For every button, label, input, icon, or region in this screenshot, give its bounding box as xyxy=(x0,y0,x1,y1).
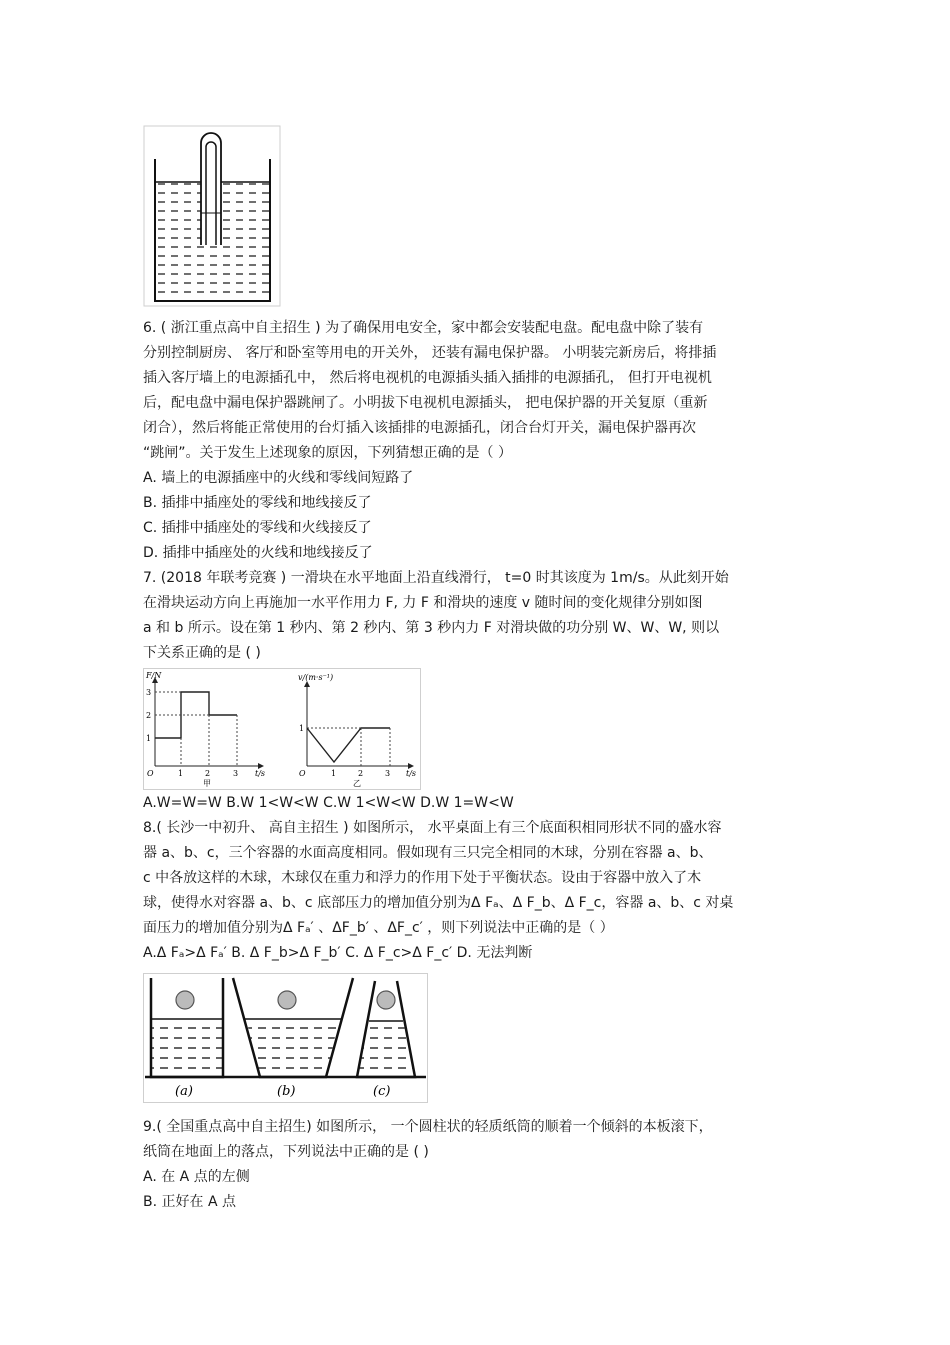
graph-a-ytick-1: 1 xyxy=(146,734,152,743)
q8-options: A.Δ Fₐ>Δ Fₐ′ B. Δ F_b>Δ F_b′ C. Δ F_c>Δ F_c′ D. 无法判断 xyxy=(143,945,533,961)
graph-b-xtick-2: 2 xyxy=(358,769,364,778)
q6-line-5: 闭合），然后将能正常使用的台灯插入该插排的电源插孔，闭合台灯开关，漏电保护器再次 xyxy=(143,420,696,436)
q6-line-3: 插入客厅墙上的电源插孔中， 然后将电视机的电源插头插入插排的电源插孔， 但打开电视机 xyxy=(143,370,712,386)
graph-a-xlabel: t/s xyxy=(255,769,266,778)
q6-option-a: A. 墙上的电源插座中的火线和零线间短路了 xyxy=(143,470,414,486)
q7-options: A.W=W=W B.W 1<W<W C.W 1<W<W D.W 1=W<W xyxy=(143,795,514,811)
graph-a-xtick-3: 3 xyxy=(233,769,239,778)
q6-option-b: B. 插排中插座处的零线和地线接反了 xyxy=(143,495,372,511)
q9-line-2: 纸筒在地面上的落点，下列说法中正确的是 ( ) xyxy=(143,1144,429,1160)
q6-line-1: 6. ( 浙江重点高中自主招生 ) 为了确保用电安全，家中都会安装配电盘。配电盘中除了装有 xyxy=(143,320,704,336)
q9-line-1: 9.( 全国重点高中自主招生) 如图所示， 一个圆柱状的轻质纸筒的顺着一个倾斜的本板滚下， xyxy=(143,1119,713,1135)
graph-a-ytick-3: 3 xyxy=(146,688,152,697)
ball-c xyxy=(377,991,395,1009)
q7-line-4: 下关系正确的是 ( ) xyxy=(143,645,261,661)
q6-line-6: “跳闸”。关于发生上述现象的原因，下列猜想正确的是（ ） xyxy=(143,445,512,461)
graph-b-xlabel: t/s xyxy=(406,769,417,778)
q9-option-b: B. 正好在 A 点 xyxy=(143,1194,236,1210)
graph-a-xtick-2: 2 xyxy=(205,769,211,778)
graph-b xyxy=(298,673,416,788)
container-a xyxy=(151,978,223,1077)
q7-line-3: a 和 b 所示。设在第 1 秒内、第 2 秒内、第 3 秒内力 F 对滑块做的功分别 W、W、W, 则以 xyxy=(143,620,720,636)
container-b xyxy=(233,978,353,1077)
q8-line-5: 面压力的增加值分别为Δ Fₐ′ 、ΔF_b′ 、ΔF_c′ ，则下列说法中正确的是（ ） xyxy=(143,920,614,936)
graph-a-caption: 甲 xyxy=(203,779,211,788)
graph-b-caption: 乙 xyxy=(353,779,361,788)
graph-b-ylabel: v/(m·s⁻¹) xyxy=(298,673,334,682)
q8-line-3: c 中各放这样的木球，木球仅在重力和浮力的作用下处于平衡状态。设由于容器中放入了木 xyxy=(143,870,702,886)
q6-line-2: 分别控制厨房、 客厅和卧室等用电的开关外， 还装有漏电保护器。 小明装完新房后，将排插 xyxy=(143,345,717,361)
three-containers-figure xyxy=(143,973,428,1103)
q6-option-c: C. 插排中插座处的零线和火线接反了 xyxy=(143,520,372,536)
ball-a xyxy=(176,991,194,1009)
q6-line-4: 后，配电盘中漏电保护器跳闸了。小明拔下电视机电源插头， 把电保护器的开关复原（重新 xyxy=(143,395,708,411)
graph-a-ytick-2: 2 xyxy=(146,711,152,720)
u-tube-container-figure xyxy=(143,125,281,307)
q6-option-d: D. 插排中插座处的火线和地线接反了 xyxy=(143,545,373,561)
graph-b-xtick-1: 1 xyxy=(331,769,337,778)
graph-a xyxy=(145,671,265,788)
graph-b-ytick-1: 1 xyxy=(299,724,305,733)
label-a: (a) xyxy=(175,1084,193,1099)
q9-option-a: A. 在 A 点的左侧 xyxy=(143,1169,250,1185)
q8-line-1: 8.( 长沙一中初升、 高自主招生 ) 如图所示， 水平桌面上有三个底面积相同形状不同的盛水容 xyxy=(143,820,722,836)
graph-a-ylabel: F/N xyxy=(146,671,162,680)
force-velocity-graphs xyxy=(143,668,421,790)
q8-line-2: 器 a、b、c，三个容器的水面高度相同。假如现有三只完全相同的木球，分别在容器 a、b、 xyxy=(143,845,713,861)
q7-line-2: 在滑块运动方向上再施加一水平作用力 F, 力 F 和滑块的速度 v 随时间的变化规律分别如图 xyxy=(143,595,703,611)
graph-b-origin: O xyxy=(299,769,306,778)
graph-b-velocity-line xyxy=(307,728,390,762)
ball-b xyxy=(278,991,296,1009)
graph-a-origin: O xyxy=(147,769,154,778)
label-b: (b) xyxy=(277,1084,296,1099)
container-c xyxy=(357,981,415,1077)
graph-a-xtick-1: 1 xyxy=(178,769,184,778)
q7-line-1: 7. (2018 年联考竞赛 ) 一滑块在水平地面上沿直线滑行， t=0 时其该度为 1m/s。从此刻开始 xyxy=(143,570,729,586)
graph-b-xtick-3: 3 xyxy=(385,769,391,778)
label-c: (c) xyxy=(373,1084,391,1099)
q8-line-4: 球，使得水对容器 a、b、c 底部压力的增加值分别为Δ Fₐ、Δ F_b、Δ F_c，容器 a、b、c 对桌 xyxy=(143,895,734,911)
